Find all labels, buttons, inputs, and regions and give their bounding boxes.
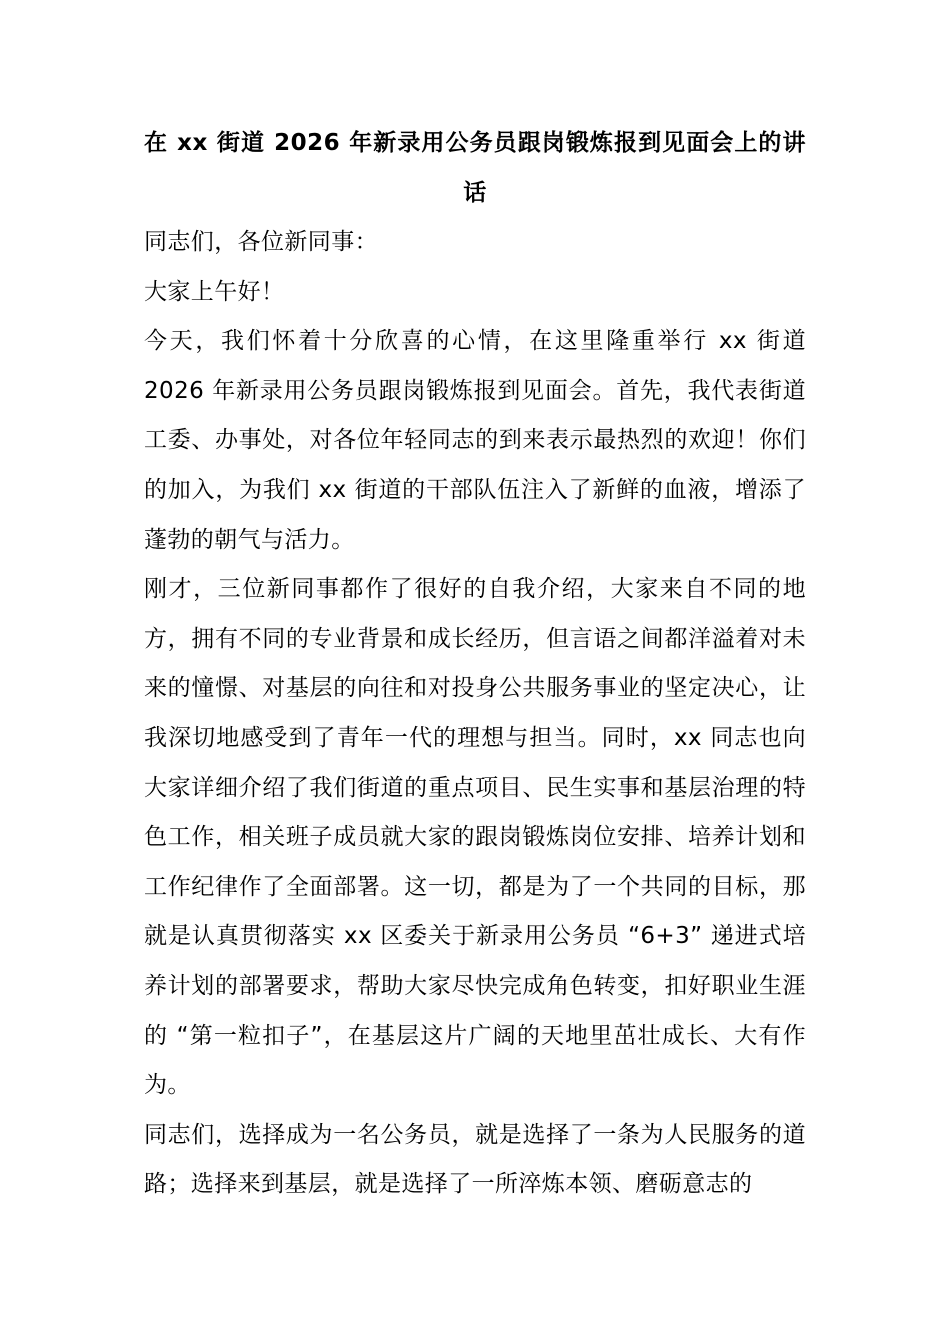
body-paragraph: 刚才，三位新同事都作了很好的自我介绍，大家来自不同的地方，拥有不同的专业背景和成长经历，但言语之间都洋溢着对未来的憧憬、对基层的向往和对投身公共服务事业的坚定决心，让我深切地感受到了青年一代的理想与担当。同时，xx 同志也向大家详细介绍了我们街道的重点项目、民生实事和基层治理的特色工作，相关班子成员就大家的跟岗锻炼岗位安排、培养计划和工作纪律作了全面部署。这一切，都是为了一个共同的目标，那就是认真贯彻落实 xx 区委关于新录用公务员 “6+3” 递进式培养计划的部署要求，帮助大家尽快完成角色转变，扣好职业生涯的 “第一粒扣子”，在基层这片广阔的天地里茁壮成长、大有作为。 [144,576,806,1099]
document-page [144,118,806,1210]
greeting-paragraph: 大家上午好！ [144,278,285,305]
document-title: 在 xx 街道 2026 年新录用公务员跟岗锻炼报到见面会上的讲话 [144,130,806,206]
salutation-paragraph: 同志们，各位新同事： [144,229,378,255]
body-paragraph: 今天，我们怀着十分欣喜的心情，在这里隆重举行 xx 街道 2026 年新录用公务员跟岗锻炼报到见面会。首先，我代表街道工委、办事处，对各位年轻同志的到来表示最热烈的欢迎！你们的加入，为我们 xx 街道的干部队伍注入了新鲜的血液，增添了蓬勃的朝气与活力。 [144,328,806,553]
body-paragraph: 同志们，选择成为一名公务员，就是选择了一条为人民服务的道路；选择来到基层，就是选择了一所淬炼本领、磨砺意志的 [144,1121,806,1198]
